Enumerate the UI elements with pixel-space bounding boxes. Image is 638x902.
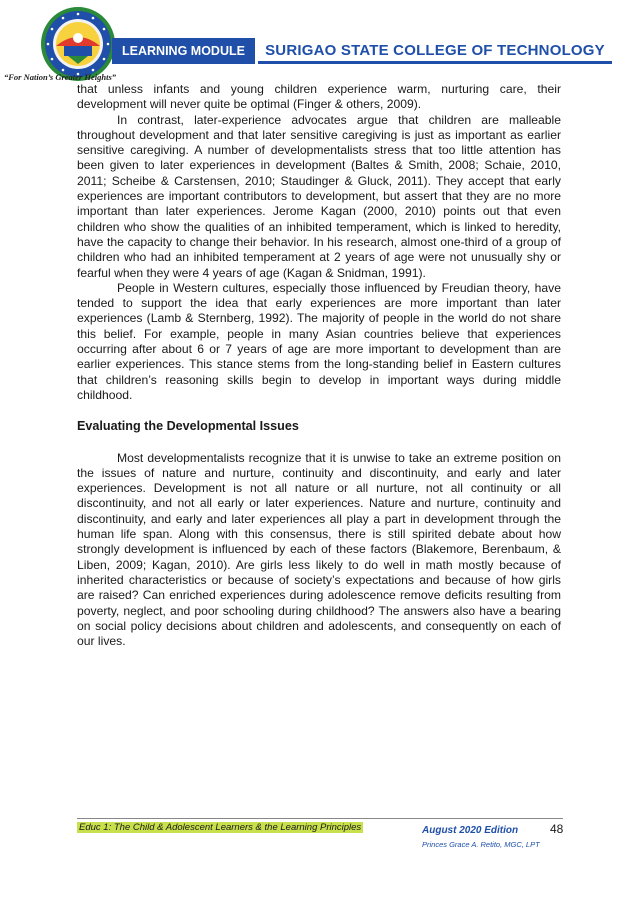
footer-edition: August 2020 Edition bbox=[422, 825, 519, 836]
college-motto: “For Nation’s Greater Heights” bbox=[4, 72, 117, 82]
course-prefix: Educ 1: bbox=[79, 822, 112, 833]
footer-course-title bbox=[77, 822, 363, 833]
learning-module-badge: LEARNING MODULE bbox=[112, 38, 255, 64]
document-body bbox=[77, 82, 561, 649]
college-seal-icon bbox=[40, 6, 116, 82]
college-name-banner: SURIGAO STATE COLLEGE OF TECHNOLOGY bbox=[258, 38, 612, 64]
course-name: The Child & Adolescent Learners & the Learning Principles bbox=[111, 822, 362, 833]
paragraph-later-experience: In contrast, later-experience advocates argue that children are malleable throughout development and that later sensitive caregiving is just as important as earlier sensitive caregiving. A number of developmentalists stress that too little attention has been given to later experiences in development (Baltes & Smith, 2008; Schaie, 2010, 2011; Scheibe & Carstensen, 2010; Staudinger & Gluck, 2011). They accept that early experiences are important contributors to development, but assert that they are no more important than later experiences. Jerome Kagan (2000, 2010) points out that even children who show the qualities of an inhibited temperament, which is linked to heredity, have the capacity to change their behavior. In his research, almost one-third of a group of children who had an inhibited temperament at 2 years of age were not unusually shy or fearful when they were 4 years of age (Kagan & Snidman, 1991). bbox=[77, 112, 561, 280]
footer-author: Princes Grace A. Retito, MGC, LPT bbox=[422, 840, 540, 849]
paragraph-evaluating: Most developmentalists recognize that it is unwise to take an extreme position on the issues of nature and nurture, continuity and discontinuity, and early and later experiences. Development is not all nature or all nurture, not all continuity or all discontinuity, and not all early or later experiences. Nature and nurture, continuity and discontinuity, and early and later experiences all play a part in development through the human life span. Along with this consensus, there is still spirited debate about how strongly development is influenced by each of these factors (Blakemore, Berenbaum, & Liben, 2009; Kagan, 2010). Are girls less likely to do well in math mostly because of inherited characteristics or because of society’s expectations and because of how girls are raised? Can enriched experiences during adolescence remove deficits resulting from poverty, neglect, and poor schooling during childhood? The answers also have a bearing on social policy decisions about children and adolescents, and consequently on each of our lives. bbox=[77, 450, 561, 649]
section-heading: Evaluating the Developmental Issues bbox=[77, 419, 299, 434]
footer-divider bbox=[77, 818, 563, 819]
page-number: 48 bbox=[550, 822, 564, 836]
paragraph-western-cultures: People in Western cultures, especially those influenced by Freudian theory, have tended to support the idea that early experiences are more important than later experiences (Lamb & Sternberg, 1992). The majority of people in the world do not share this belief. For example, people in many Asian countries believe that experiences occurring after about 6 or 7 years of age are more important to development than are earlier experiences. This stance stems from the long-standing belief in Eastern cultures that children’s reasoning skills begin to develop in important ways during middle childhood. bbox=[77, 280, 561, 402]
paragraph-continuation: that unless infants and young children experience warm, nurturing care, their development will never quite be optimal (Finger & others, 2009). bbox=[77, 82, 561, 112]
